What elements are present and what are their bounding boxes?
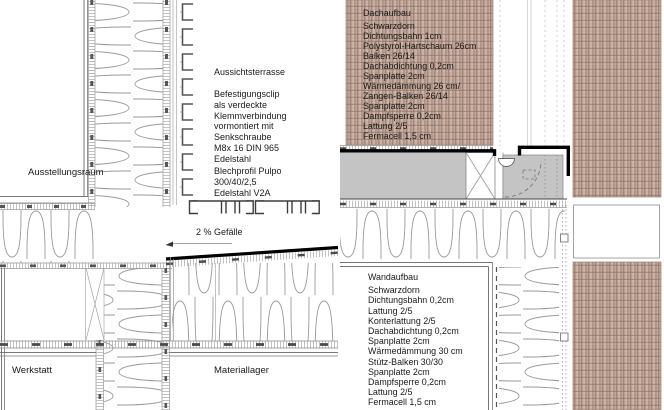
upper-floor-assembly xyxy=(0,197,172,269)
roof-assembly-layer: Fermacell 1,5 cm xyxy=(363,131,432,141)
wall-assembly-layer: Dichtungsbahn 0,2cm xyxy=(368,295,454,306)
wall-assembly-layer: Dachabdichtung 0,2cm xyxy=(368,326,459,337)
wall-assembly-layer: Lattung 2/5 xyxy=(368,387,413,398)
roof-assembly-layer: Dichtungsbahn 1cm xyxy=(363,31,442,41)
brick-cladding-bottom-right xyxy=(573,262,661,410)
fastener-note-line: vormontiert mit xyxy=(214,121,274,132)
wall-assembly-layer: Dampfsperre 0,2cm xyxy=(368,377,446,388)
terrace-deck xyxy=(166,201,339,341)
fastener-note-line: Befestigungsclip xyxy=(214,89,280,99)
wall-assembly-layer: Fermacell 1,5 cm xyxy=(368,397,437,408)
roof-assembly-layer: Lattung 2/5 xyxy=(363,121,408,131)
roof-assembly-layer: Wärmedämmung 26 cm/ xyxy=(363,81,461,91)
sheet-profile-note-line: Blechprofil Pulpo xyxy=(214,166,282,176)
fastener-note-line: M8x 16 DIN 965 xyxy=(214,142,280,153)
facade-clip-profiles xyxy=(183,4,194,195)
room-label-werkstatt: Werkstatt xyxy=(12,365,52,376)
roof-assembly-layer: Dachabdichtung 0,2cm xyxy=(363,61,454,71)
sheet-profile-note-line: Edelstahl V2A xyxy=(214,187,271,198)
fastener-note-line: als verdeckte xyxy=(214,99,268,110)
roof-assembly-layer: Schwarzdorn xyxy=(363,21,415,31)
room-label-materiallager: Materiallager xyxy=(214,365,269,376)
roof-assembly-layer: Polystyrol-Hartschaum 26cm xyxy=(363,41,477,51)
roof-assembly-layer: Dampfsperre 0,2cm xyxy=(363,111,441,121)
wall-assembly-layer: Konterlattung 2/5 xyxy=(368,315,436,326)
terrace-label: Aussichtsterrasse xyxy=(214,67,286,77)
fastener-note-line: Klemmverbindung xyxy=(214,110,287,121)
brick-cladding-top-right xyxy=(573,0,661,197)
wall-assembly-layer: Spanplatte 2cm xyxy=(368,366,430,377)
roof-assembly-layer: Balken 26/14 xyxy=(363,51,415,61)
brick-cladding-top-left xyxy=(346,0,493,145)
sheet-profile-note-line: 300/40/2,5 xyxy=(214,176,257,187)
wall-assembly-layer: Lattung 2/5 xyxy=(368,305,413,316)
opening-panel xyxy=(574,205,660,258)
lower-wall-section xyxy=(2,268,170,410)
roof-assembly-layer: Spanplatte 2cm xyxy=(363,71,425,81)
roof-assembly-layer: Zangen-Balken 26/14 xyxy=(363,91,448,101)
roof-assembly-layer: Spanplatte 2cm xyxy=(363,101,425,111)
slope-label: 2 % Gefälle xyxy=(196,227,243,237)
roof-assembly-title: Dachaufbau xyxy=(363,8,411,18)
fastener-note-line: Senkschraube xyxy=(214,132,272,143)
room-label-ausstellungsraum: Ausstellungsraum xyxy=(28,167,104,178)
wall-assembly-layer: Schwarzdorn xyxy=(368,285,420,296)
wall-assembly-layer: Stütz-Balken 30/30 xyxy=(368,356,443,367)
fastener-note-line: Edelstahl xyxy=(214,153,252,164)
wall-assembly-title: Wandaufbau xyxy=(368,272,418,282)
right-roof-section xyxy=(340,0,661,260)
wall-assembly-layer: Wärmedämmung 30 cm xyxy=(368,346,463,357)
left-wall-section xyxy=(84,0,193,207)
wall-assembly-layer: Spanplatte 2cm xyxy=(368,336,430,347)
